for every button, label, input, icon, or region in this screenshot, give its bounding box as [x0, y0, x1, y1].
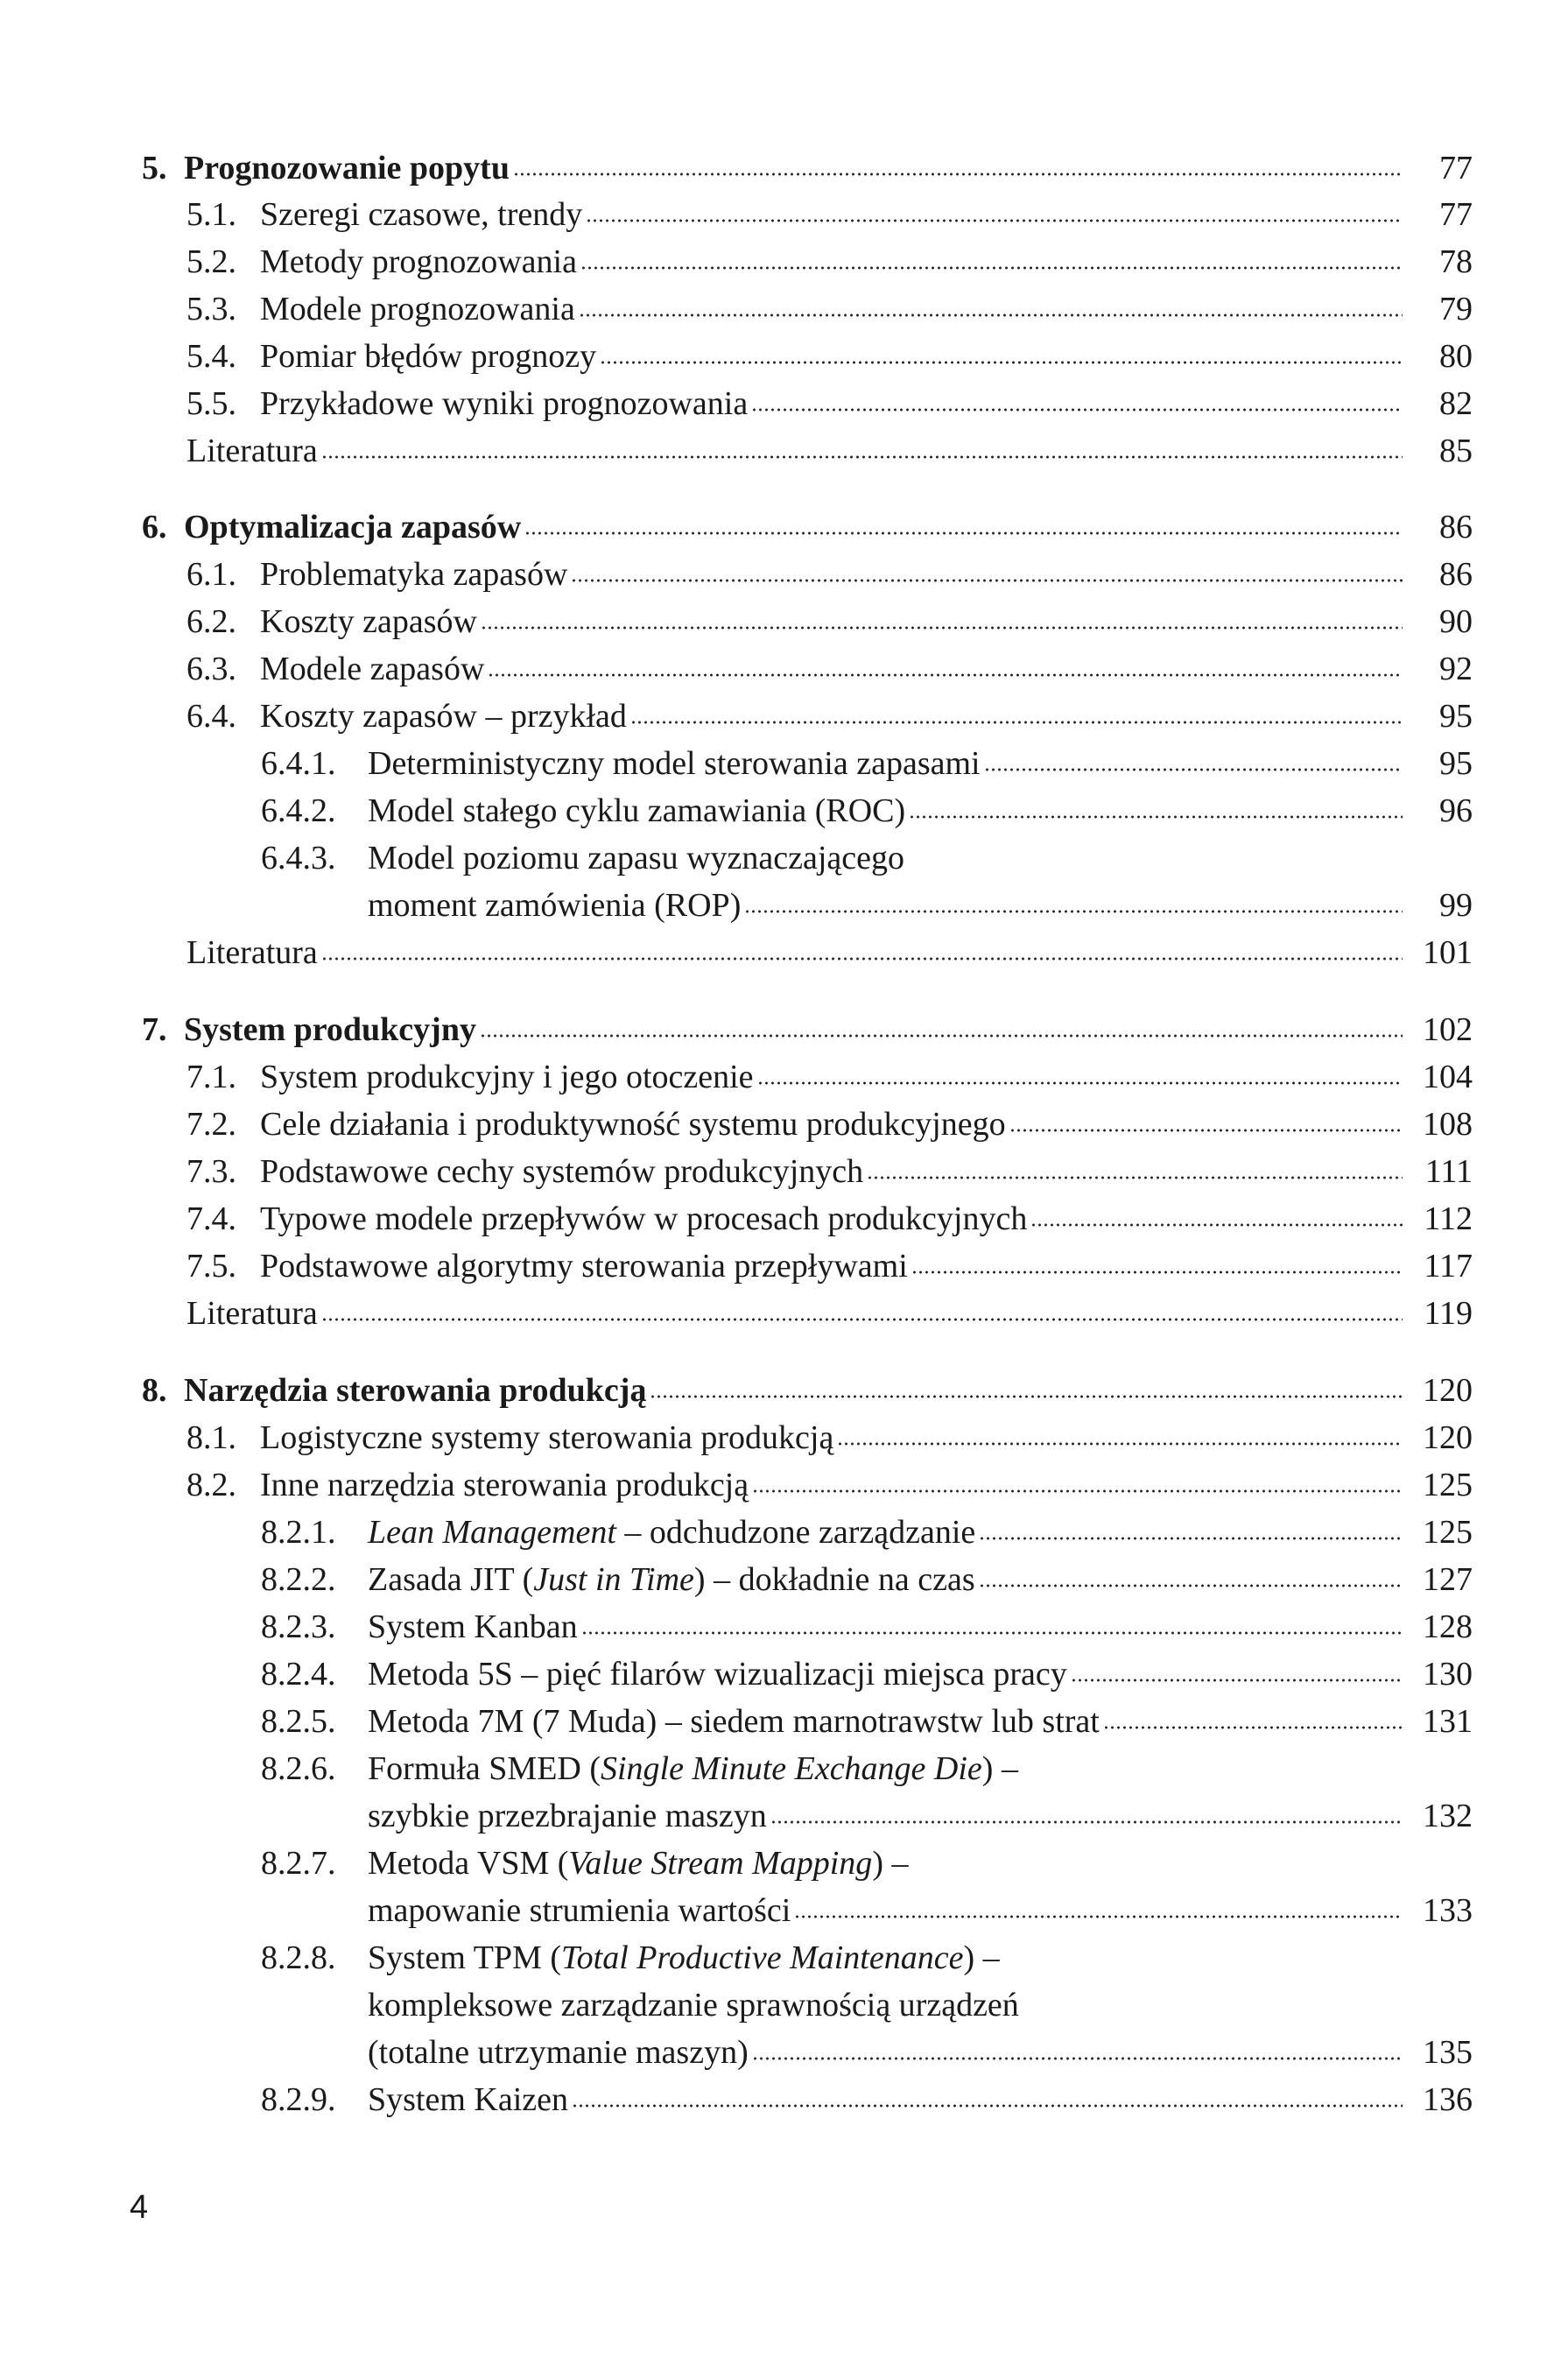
page-ref: 101 — [1423, 934, 1473, 971]
dot-leader — [513, 172, 1403, 176]
entry-title: Deterministyczny model sterowania zapasami — [368, 745, 981, 782]
chapter-title: Optymalizacja zapasów — [184, 509, 522, 545]
entry-title: Model stałego cyklu zamawiania (ROC) — [368, 792, 906, 829]
page-ref: 90 — [1439, 603, 1473, 640]
toc-entry — [186, 1417, 1473, 1459]
toc-subentry — [261, 1606, 1473, 1648]
entry-number: 6.4.1. — [261, 745, 336, 782]
entry-number: 8.2.7. — [261, 1845, 336, 1882]
entry-title-rest: ) – — [872, 1845, 909, 1882]
dot-leader — [571, 579, 1403, 582]
page-ref: 111 — [1424, 1153, 1473, 1190]
dot-leader — [867, 1176, 1403, 1179]
toc-subentry-continuation — [368, 884, 1473, 926]
toc-entry — [186, 695, 1473, 737]
dot-leader — [1071, 1679, 1403, 1682]
dot-leader — [650, 1395, 1403, 1398]
page-ref: 85 — [1439, 433, 1473, 469]
toc-chapter-heading — [142, 1369, 1473, 1411]
entry-title: Metoda 5S – pięć filarów wizualizacji miejsca pracy — [368, 1656, 1067, 1693]
entry-number: 5.3. — [186, 291, 236, 327]
dot-leader — [481, 626, 1403, 630]
entry-title: Szeregi czasowe, trendy — [260, 196, 583, 233]
page-ref: 102 — [1423, 1011, 1473, 1048]
entry-title: Literatura — [186, 433, 318, 469]
page-ref: 130 — [1423, 1656, 1473, 1693]
chapter-title: Narzędzia sterowania produkcją — [184, 1372, 647, 1409]
toc-entry — [186, 288, 1473, 330]
toc-entry — [186, 1151, 1473, 1193]
toc-chapter-heading — [142, 1009, 1473, 1051]
page-ref: 95 — [1439, 745, 1473, 782]
dot-leader — [586, 219, 1403, 222]
page-ref: 120 — [1423, 1419, 1473, 1456]
entry-title: Modele zapasów — [260, 651, 485, 687]
entry-title-pre: Metoda VSM ( — [368, 1845, 569, 1882]
dot-leader — [524, 531, 1403, 535]
page-ref: 112 — [1424, 1200, 1473, 1237]
toc-entry — [186, 553, 1473, 595]
chapter-number: 5. — [142, 150, 167, 187]
entry-title: System Kanban — [368, 1608, 578, 1645]
page-ref: 119 — [1424, 1295, 1473, 1332]
chapter-title: Prognozowanie popytu — [184, 150, 510, 187]
entry-title-italic: Lean Management — [368, 1514, 616, 1551]
dot-leader — [751, 408, 1403, 412]
toc-subentry — [261, 1653, 1473, 1695]
toc-subentry — [261, 743, 1473, 785]
toc-subentry-continuation — [368, 1795, 1473, 1837]
entry-number: 8.2. — [186, 1467, 236, 1503]
page-ref: 132 — [1423, 1798, 1473, 1834]
entry-title: System produkcyjny i jego otoczenie — [260, 1059, 754, 1095]
dot-leader — [752, 2057, 1403, 2060]
entry-number: 6.4.3. — [261, 840, 336, 876]
entry-title: Literatura — [186, 934, 318, 971]
toc-subentry — [261, 790, 1473, 832]
toc-entry — [186, 383, 1473, 425]
page-ref: 78 — [1439, 243, 1473, 280]
dot-leader — [979, 1584, 1403, 1587]
entry-number: 8.2.1. — [261, 1514, 336, 1551]
entry-title: Literatura — [186, 1295, 318, 1332]
toc-subentry — [261, 1700, 1473, 1742]
dot-leader — [579, 313, 1403, 317]
entry-number: 7.1. — [186, 1059, 236, 1095]
toc-entry-literature — [186, 1292, 1473, 1334]
chapter-number: 6. — [142, 509, 167, 545]
entry-title-pre: System TPM ( — [368, 1939, 562, 1976]
dot-leader — [1009, 1129, 1403, 1132]
entry-title: Cele działania i produktywność systemu produkcyjnego — [260, 1106, 1006, 1143]
entry-number: 7.5. — [186, 1248, 236, 1285]
dot-leader — [581, 1631, 1403, 1635]
dot-leader — [630, 721, 1403, 724]
page-ref: 79 — [1439, 291, 1473, 327]
entry-title-pre: Zasada JIT ( — [368, 1561, 534, 1598]
entry-title: mapowanie strumienia wartości — [368, 1892, 791, 1929]
entry-title-pre: Formuła SMED ( — [368, 1750, 601, 1787]
page-ref: 77 — [1439, 150, 1473, 187]
toc-chapter-heading — [142, 506, 1473, 548]
entry-number: 8.2.2. — [261, 1561, 336, 1598]
toc-subentry — [261, 1559, 1473, 1601]
entry-title-italic: Value Stream Mapping — [568, 1845, 873, 1882]
entry-number: 7.2. — [186, 1106, 236, 1143]
entry-title: moment zamówienia (ROP) — [368, 887, 742, 924]
entry-title: Problematyka zapasów — [260, 556, 568, 593]
entry-title — [368, 1937, 1000, 1979]
entry-title: System Kaizen — [368, 2081, 569, 2118]
page-ref: 117 — [1424, 1248, 1473, 1285]
dot-leader — [1030, 1223, 1403, 1227]
toc-entry — [186, 1056, 1473, 1098]
toc-entry-literature — [186, 932, 1473, 974]
entry-title: Metoda 7M (7 Muda) – siedem marnotrawstw lub strat — [368, 1703, 1100, 1740]
dot-leader — [909, 815, 1403, 819]
entry-title-rest: – odchudzone zarządzanie — [615, 1514, 976, 1551]
toc-entry — [186, 241, 1473, 283]
page-ref: 133 — [1423, 1892, 1473, 1929]
entry-title-rest: ) – dokładnie na czas — [693, 1561, 975, 1598]
entry-number: 6.4.2. — [261, 792, 336, 829]
chapter-title: System produkcyjny — [184, 1011, 476, 1048]
entry-title — [368, 1559, 975, 1601]
dot-leader — [321, 957, 1403, 961]
entry-title-italic: Total Productive Maintenance — [561, 1939, 964, 1976]
dot-leader — [600, 361, 1403, 364]
toc-subentry — [261, 1842, 1473, 1884]
entry-title-rest: ) – — [963, 1939, 1000, 1976]
entry-title: Model poziomu zapasu wyznaczającego — [368, 840, 905, 876]
dot-leader — [488, 673, 1403, 677]
page-ref: 127 — [1423, 1561, 1473, 1598]
entry-number: 5.5. — [186, 385, 236, 422]
toc-entry — [186, 194, 1473, 236]
entry-title: szybkie przezbrajanie maszyn — [368, 1798, 767, 1834]
toc-entry — [186, 601, 1473, 643]
entry-title: (totalne utrzymanie maszyn) — [368, 2034, 749, 2071]
chapter-number: 7. — [142, 1011, 167, 1048]
toc-subentry — [261, 1937, 1473, 1979]
entry-number: 8.2.3. — [261, 1608, 336, 1645]
toc-subentry-continuation — [368, 1890, 1473, 1932]
toc-subentry — [261, 1748, 1473, 1790]
entry-number: 8.2.9. — [261, 2081, 336, 2118]
page-ref: 104 — [1423, 1059, 1473, 1095]
entry-title: kompleksowe zarządzanie sprawnością urządzeń — [368, 1987, 1019, 2024]
entry-number: 5.4. — [186, 338, 236, 375]
entry-title: Podstawowe algorytmy sterowania przepływami — [260, 1248, 908, 1285]
entry-title-italic: Single Minute Exchange Die — [601, 1750, 982, 1787]
entry-number: 6.3. — [186, 651, 236, 687]
page-ref: 99 — [1439, 887, 1473, 924]
entry-title: Typowe modele przepływów w procesach produkcyjnych — [260, 1200, 1028, 1237]
toc-entry — [186, 1464, 1473, 1506]
page-ref: 95 — [1439, 698, 1473, 735]
toc-subentry-continuation — [368, 2031, 1473, 2073]
page-ref: 86 — [1439, 556, 1473, 593]
entry-number: 5.1. — [186, 196, 236, 233]
page-ref: 125 — [1423, 1467, 1473, 1503]
toc-subentry — [261, 837, 1473, 879]
entry-title — [368, 1748, 1018, 1790]
entry-number: 8.2.5. — [261, 1703, 336, 1740]
entry-title-rest: ) – — [981, 1750, 1018, 1787]
dot-leader — [321, 1318, 1403, 1321]
toc-entry — [186, 1198, 1473, 1240]
dot-leader — [757, 1081, 1403, 1085]
toc-chapter-heading — [142, 147, 1473, 189]
toc-subentry-continuation — [368, 1984, 1473, 2026]
dot-leader — [837, 1442, 1403, 1446]
page-ref: 86 — [1439, 509, 1473, 545]
page-ref: 136 — [1423, 2081, 1473, 2118]
entry-number: 8.1. — [186, 1419, 236, 1456]
entry-title: Logistyczne systemy sterowania produkcją — [260, 1419, 834, 1456]
dot-leader — [979, 1537, 1403, 1540]
dot-leader — [984, 768, 1403, 771]
toc-subentry — [261, 1511, 1473, 1553]
entry-number: 5.2. — [186, 243, 236, 280]
page-ref: 77 — [1439, 196, 1473, 233]
dot-leader — [911, 1270, 1403, 1274]
toc-entry — [186, 335, 1473, 377]
entry-number: 7.3. — [186, 1153, 236, 1190]
page-ref: 128 — [1423, 1608, 1473, 1645]
toc-subentry — [261, 2079, 1473, 2121]
toc-entry — [186, 648, 1473, 690]
page-ref: 131 — [1423, 1703, 1473, 1740]
dot-leader — [321, 455, 1403, 459]
dot-leader — [580, 266, 1403, 270]
entry-number: 8.2.4. — [261, 1656, 336, 1693]
dot-leader — [744, 910, 1403, 913]
entry-title — [368, 1511, 975, 1553]
page-ref: 92 — [1439, 651, 1473, 687]
page-ref: 80 — [1439, 338, 1473, 375]
entry-number: 6.1. — [186, 556, 236, 593]
entry-title: Inne narzędzia sterowania produkcją — [260, 1467, 749, 1503]
dot-leader — [572, 2104, 1403, 2108]
dot-leader — [752, 1489, 1403, 1493]
page-number: 4 — [130, 2189, 149, 2226]
entry-title: Przykładowe wyniki prognozowania — [260, 385, 749, 422]
toc-entry-literature — [186, 430, 1473, 472]
entry-number: 6.2. — [186, 603, 236, 640]
entry-number: 8.2.6. — [261, 1750, 336, 1787]
page-ref: 135 — [1423, 2034, 1473, 2071]
entry-number: 7.4. — [186, 1200, 236, 1237]
page-ref: 82 — [1439, 385, 1473, 422]
chapter-number: 8. — [142, 1372, 167, 1409]
entry-title: Podstawowe cechy systemów produkcyjnych — [260, 1153, 864, 1190]
toc-entry — [186, 1245, 1473, 1287]
page-ref: 108 — [1423, 1106, 1473, 1143]
entry-title-italic: Just in Time — [533, 1561, 694, 1598]
page-ref: 120 — [1423, 1372, 1473, 1409]
entry-title: Modele prognozowania — [260, 291, 575, 327]
dot-leader — [480, 1034, 1403, 1038]
entry-title: Pomiar błędów prognozy — [260, 338, 597, 375]
entry-title: Koszty zapasów – przykład — [260, 698, 627, 735]
entry-number: 8.2.8. — [261, 1939, 336, 1976]
page-ref: 96 — [1439, 792, 1473, 829]
entry-title: Koszty zapasów — [260, 603, 477, 640]
page-ref: 125 — [1423, 1514, 1473, 1551]
toc-entry — [186, 1103, 1473, 1145]
dot-leader — [1103, 1726, 1403, 1729]
entry-number: 6.4. — [186, 698, 236, 735]
dot-leader — [770, 1820, 1403, 1824]
dot-leader — [794, 1915, 1403, 1918]
entry-title — [368, 1842, 908, 1884]
entry-title: Metody prognozowania — [260, 243, 577, 280]
